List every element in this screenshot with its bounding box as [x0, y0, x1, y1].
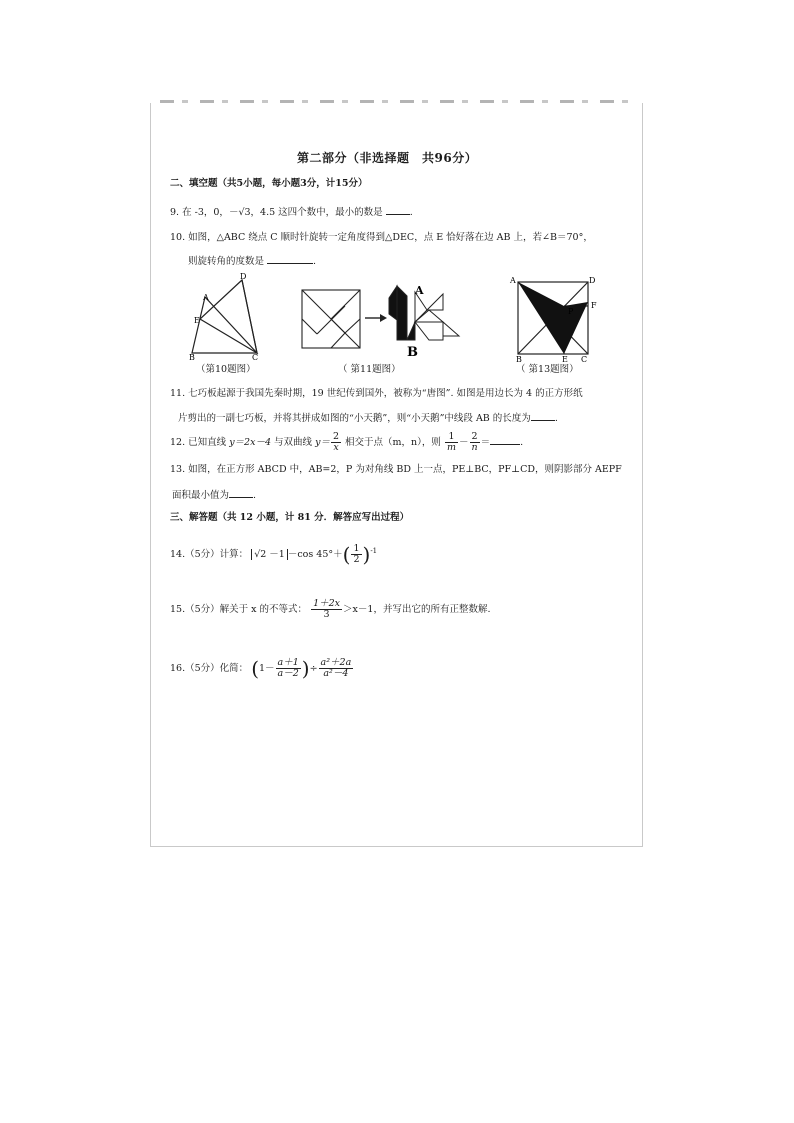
fig10-caption: （第10题图）: [196, 364, 256, 375]
fig11-label-B: B: [407, 345, 418, 360]
question-11-line2: 片剪出的一副七巧板，并将其拼成如图的“小天鹅”，则“小天鹅”中线段 AB 的长度为 .: [178, 413, 558, 424]
q13-text-2: 面积最小值为: [172, 490, 230, 501]
q16-number: 16.: [170, 663, 186, 674]
q16-label: （5分）化简：: [185, 663, 249, 674]
q9-text-b: ，4.5 这四个数中，最小的数是: [250, 207, 383, 218]
fig13-label-F: F: [591, 301, 597, 310]
q13-text-1: 如图，在正方形 ABCD 中，AB=2，P 为对角线 BD 上一点，PE⊥BC，PF⊥CD，则阴影部分 AEPF: [188, 464, 622, 475]
q12-e1-den: m: [446, 442, 456, 453]
q12-e1-num: 1: [445, 432, 458, 443]
q15-rhs: ＞x－1，并写出它的所有正整数解.: [343, 604, 491, 615]
question-10-line2: 则旋转角的度数是 .: [188, 256, 317, 267]
q9-text-a: 在 -3，0，: [182, 207, 229, 218]
q12-line-equation: y＝2x－4: [229, 437, 272, 448]
q12-number: 12.: [170, 437, 186, 448]
q16-f2-num: a²＋2a: [320, 657, 352, 668]
q16-fraction-2: [319, 658, 354, 679]
q12-e2-num: 2: [470, 432, 480, 443]
fig10-label-A: A: [203, 293, 209, 302]
fig13-label-E: E: [562, 355, 568, 364]
fig13-label-A: A: [510, 276, 516, 285]
q12-hyper-num: 2: [332, 431, 340, 442]
fig13-label-P: P: [568, 307, 574, 316]
section2-heading: 二、填空题（共5小题，每小题3分，计15分）: [170, 178, 368, 189]
q15-frac-num: 1＋2x: [313, 598, 341, 609]
fig10-label-C: C: [252, 353, 259, 362]
q12-hyperbola-y: y＝: [315, 437, 330, 448]
q11-text-1: 七巧板起源于我国先秦时期，19 世纪传到国外，被称为“唐图”. 如图是用边长为 4 的正方形纸: [188, 388, 583, 399]
q16-f2-den: a²－4: [323, 668, 349, 679]
q16-one-minus: 1－: [259, 663, 275, 674]
fig11-label-A: A: [415, 284, 424, 297]
question-15: [170, 598, 490, 622]
q15-number: 15.: [170, 604, 186, 615]
q14-frac-num: 1: [353, 543, 360, 555]
part-title: 第二部分（非选择题 共96分）: [297, 151, 478, 165]
q9-number: 9.: [170, 207, 180, 218]
fig13-label-D: D: [589, 276, 596, 285]
q15-frac-den: 3: [323, 609, 330, 620]
q12-e2-den: n: [471, 442, 478, 453]
q10-number: 10.: [170, 232, 186, 243]
figure-13: [506, 272, 606, 364]
q16-f1-num: a＋1: [277, 657, 299, 668]
fig10-label-E: E: [194, 316, 200, 325]
q12-hyperbola-fraction: [331, 432, 341, 453]
question-13-line1: [170, 464, 622, 476]
q14-abs-value: √2 －1: [251, 549, 288, 560]
fig13-caption: （ 第13题图）: [516, 364, 579, 375]
question-13-line2: 面积最小值为 .: [172, 490, 257, 501]
q10-text-1: 如图，△ABC 绕点 C 顺时针旋转一定角度得到△DEC，点 E 恰好落在边 AB 上，若∠B＝70°，: [188, 232, 593, 243]
q13-number: 13.: [170, 464, 186, 475]
q16-fraction-1: [276, 658, 301, 679]
q9-answer-blank[interactable]: [386, 205, 410, 215]
question-10-line1: [170, 232, 593, 244]
q9-radical: －√3: [228, 207, 251, 218]
question-12: 12. 已知直线 y＝2x－4 与双曲线 y＝ $\frac{2}{x}$ 相交于点（m，n），则 $\frac{1}{m}$ － $\frac{2}{n}$ ＝ .: [170, 431, 524, 453]
q10-answer-blank[interactable]: [267, 254, 313, 264]
q12-frac-2: [470, 432, 480, 453]
fig11-caption: （ 第11题图）: [338, 364, 401, 375]
q16-divide: ÷: [309, 663, 318, 674]
q12-text-b: 与双曲线: [274, 437, 313, 448]
q15-label: （5分）解关于 x 的不等式：: [185, 604, 308, 615]
q10-text-2: 则旋转角的度数是: [188, 256, 265, 267]
question-9: 9. 在 -3，0，－√3，4.5 这四个数中，最小的数是 .: [170, 207, 413, 218]
fig10-label-B: B: [189, 353, 195, 362]
fig13-label-B: B: [516, 355, 522, 364]
q11-number: 11.: [170, 388, 186, 399]
question-16: 16.（5分）化简： (1－ $\frac{a+1}{a-2}$ )÷ $\frac{\text{a²＋2a}}{\text{a²－4}}$: [170, 656, 352, 681]
q12-hyper-den: x: [333, 442, 339, 453]
q16-f1-den: a－2: [277, 668, 299, 679]
q12-frac-1: [445, 432, 458, 453]
q12-text-c: 相交于点（m，n），则: [345, 437, 441, 448]
q14-label: （5分）计算：: [185, 549, 249, 561]
q12-answer-blank[interactable]: [490, 435, 520, 445]
figure-11: [297, 280, 467, 360]
q14-half-fraction: [351, 544, 361, 565]
q12-text-a: 已知直线: [188, 437, 227, 448]
fig10-label-D: D: [240, 272, 247, 281]
q14-frac-den: 2: [353, 554, 360, 566]
q11-answer-blank[interactable]: [531, 411, 555, 421]
q11-text-2: 片剪出的一副七巧板，并将其拼成如图的“小天鹅”，则“小天鹅”中线段 AB 的长度为: [178, 413, 531, 424]
q14-number: 14.: [170, 549, 186, 561]
q14-exponent: -1: [370, 547, 378, 555]
question-11-line1: [170, 388, 583, 400]
fig13-label-C: C: [581, 355, 588, 364]
question-14: 14.（5分）计算： √2 －1 －cos 45°＋( $\frac{1}{2}$ )$^{-1}$: [170, 542, 378, 567]
figure-10: [180, 272, 275, 364]
q13-answer-blank[interactable]: [229, 488, 253, 498]
q14-expr-mid: －cos 45°＋: [287, 549, 343, 561]
q15-fraction: [311, 599, 342, 620]
section3-heading: 三、解答题（共 12 小题，计 81 分．解答应写出过程）: [170, 512, 410, 523]
